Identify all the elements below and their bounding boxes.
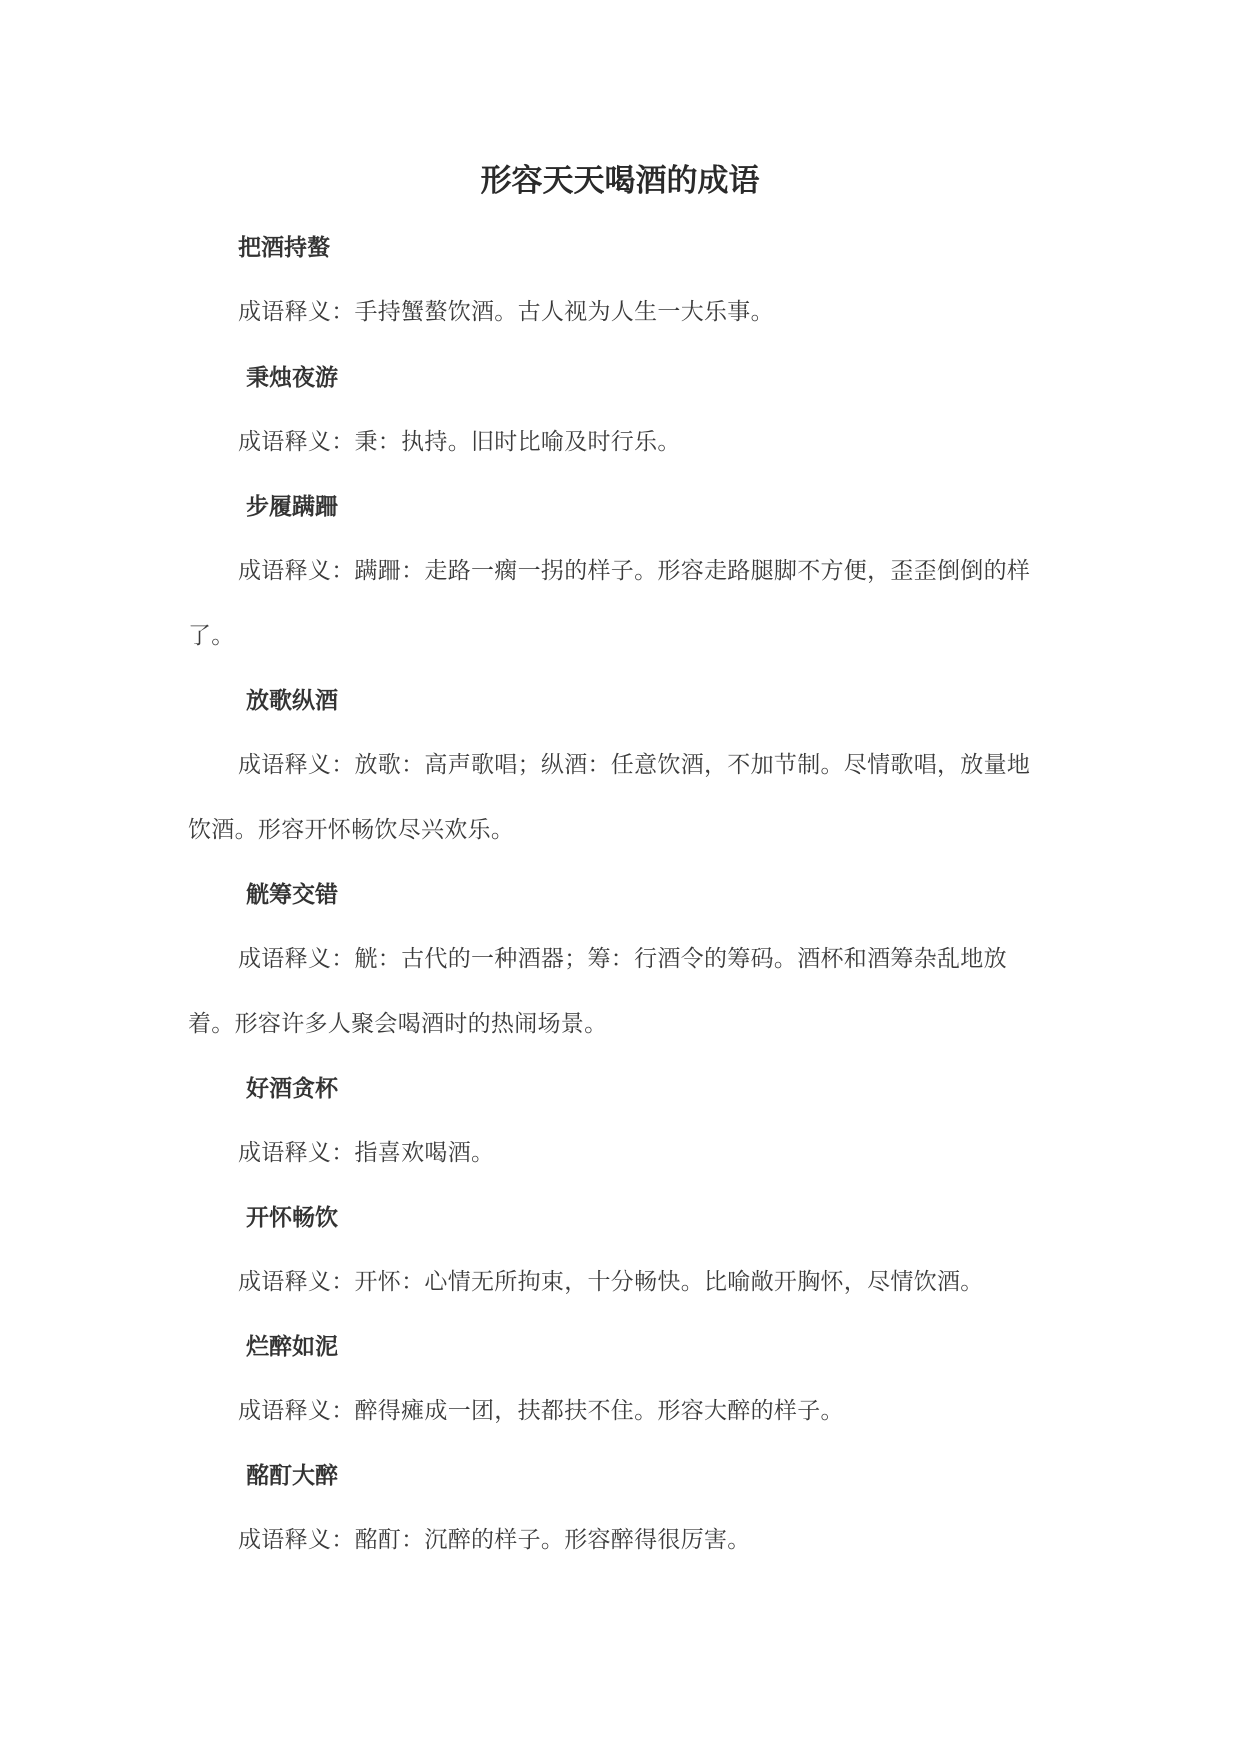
idiom-title: 烂醉如泥 bbox=[246, 1334, 338, 1360]
idiom-definition: 成语释义：放歌：高声歌唱；纵酒：任意饮酒，不加节制。尽情歌唱，放量地饮酒。形容开怀畅饮尽兴欢乐。 bbox=[188, 752, 1031, 843]
idiom-title: 酩酊大醉 bbox=[246, 1463, 338, 1489]
idiom-definition: 成语释义：开怀：心情无所拘束，十分畅快。比喻敞开胸怀，尽情饮酒。 bbox=[238, 1269, 984, 1295]
page-title: 形容天天喝酒的成语 bbox=[480, 163, 760, 199]
idiom-title: 觥筹交错 bbox=[246, 882, 338, 908]
idiom-definition: 成语释义：觥：古代的一种酒器；筹：行酒令的筹码。酒杯和酒筹杂乱地放着。形容许多人聚会喝酒时的热闹场景。 bbox=[188, 946, 1007, 1037]
idiom-title: 开怀畅饮 bbox=[246, 1205, 338, 1231]
idiom-title: 把酒持螯 bbox=[238, 235, 330, 261]
idiom-definition: 成语释义：醉得瘫成一团，扶都扶不住。形容大醉的样子。 bbox=[238, 1398, 844, 1424]
idiom-definition: 成语释义：手持蟹螯饮酒。古人视为人生一大乐事。 bbox=[238, 299, 774, 325]
idiom-definition: 成语释义：酩酊：沉醉的样子。形容醉得很厉害。 bbox=[238, 1527, 751, 1553]
idiom-title: 秉烛夜游 bbox=[246, 365, 338, 391]
idiom-definition: 成语释义：秉：执持。旧时比喻及时行乐。 bbox=[238, 429, 681, 455]
idiom-definition: 成语释义：蹒跚：走路一瘸一拐的样子。形容走路腿脚不方便，歪歪倒倒的样了。 bbox=[188, 558, 1031, 649]
idiom-title: 放歌纵酒 bbox=[246, 688, 338, 714]
idiom-title: 好酒贪杯 bbox=[246, 1076, 338, 1102]
idiom-title: 步履蹒跚 bbox=[246, 494, 338, 520]
idiom-definition: 成语释义：指喜欢喝酒。 bbox=[238, 1140, 495, 1166]
